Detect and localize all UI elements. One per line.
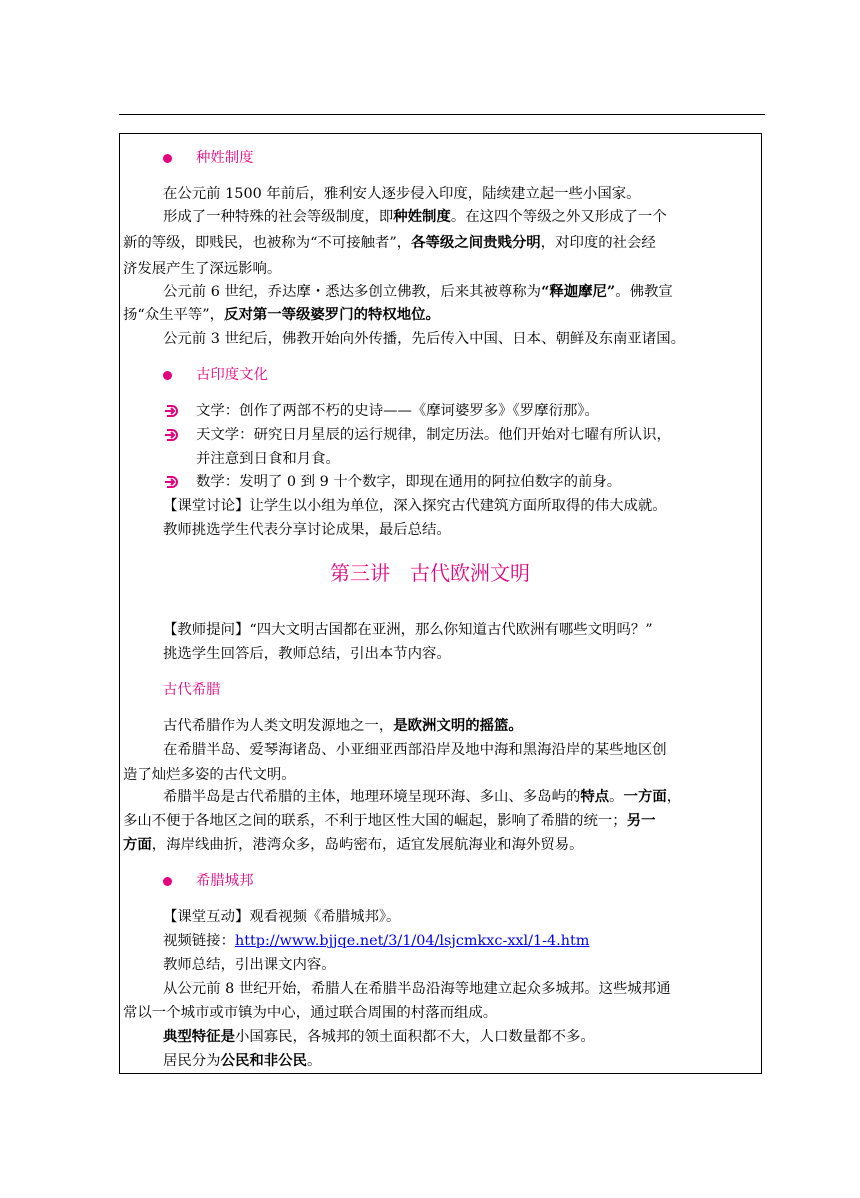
section-title-caste: 种姓制度 (196, 150, 254, 166)
section-title-culture: 古印度文化 (196, 367, 268, 383)
paragraph: 挑选学生回答后，教师总结，引出本节内容。 (163, 646, 451, 662)
section-title-citystate: 希腊城邦 (196, 873, 254, 889)
paragraph: 在公元前 1500 年前后，雅利安人逐步侵入印度，陆续建立起一些小国家。 (163, 186, 641, 202)
paragraph: 教师挑选学生代表分享讨论成果，最后总结。 (163, 522, 451, 538)
paragraph: 常以一个城市或市镇为中心，通过联合周围的村落而组成。 (123, 1005, 498, 1021)
arrow-bullet-icon (162, 403, 178, 419)
arrow-bullet-icon (162, 474, 178, 490)
paragraph: 公元前 3 世纪后，佛教开始向外传播，先后传入中国、日本、朝鲜及东南亚诸国。 (163, 331, 685, 347)
video-link-line: 视频链接：http://www.bjjqe.net/3/1/04/lsjcmkxc-xxl/1-4.htm (163, 933, 590, 949)
paragraph: 造了灿烂多姿的古代文明。 (123, 767, 296, 783)
paragraph: 教师总结，引出课文内容。 (163, 957, 336, 973)
paragraph: 【课堂互动】观看视频《希腊城邦》。 (163, 909, 401, 925)
paragraph: 新的等级，即贱民，也被称为“不可接触者”，各等级之间贵贱分明，对印度的社会经 (123, 234, 656, 251)
list-item: 数学：发明了 0 到 9 十个数字，即现在通用的阿拉伯数字的前身。 (196, 474, 622, 490)
paragraph: 【教师提问】“四大文明古国都在亚洲，那么你知道古代欧洲有哪些文明吗？” (163, 622, 653, 638)
paragraph: 【课堂讨论】让学生以小组为单位，深入探究古代建筑方面所取得的伟大成就。 (163, 498, 667, 514)
bullet-dot-icon (163, 877, 172, 886)
paragraph: 从公元前 8 世纪开始，希腊人在希腊半岛沿海等地建立起众多城邦。这些城邦通 (163, 981, 671, 997)
arrow-bullet-icon (162, 427, 178, 443)
paragraph: 形成了一种特殊的社会等级制度，即种姓制度。在这四个等级之外又形成了一个 (163, 208, 667, 225)
paragraph: 济发展产生了深远影响。 (123, 261, 282, 277)
header-rule (119, 114, 765, 115)
bullet-dot-icon (163, 371, 172, 380)
list-item: 并注意到日食和月食。 (196, 451, 340, 467)
paragraph: 在希腊半岛、爱琴海诸岛、小亚细亚西部沿岸及地中海和黑海沿岸的某些地区创 (163, 742, 667, 758)
lecture-title: 第三讲 古代欧洲文明 (330, 561, 530, 585)
paragraph: 古代希腊作为人类文明发源地之一，是欧洲文明的摇篮。 (163, 717, 523, 734)
paragraph: 扬“众生平等”，反对第一等级婆罗门的特权地位。 (123, 306, 440, 323)
paragraph: 方面，海岸线曲折，港湾众多，岛屿密布，适宜发展航海业和海外贸易。 (123, 836, 584, 853)
paragraph: 公元前 6 世纪，乔达摩・悉达多创立佛教，后来其被尊称为“释迦摩尼”。佛教宣 (163, 283, 673, 300)
paragraph: 典型特征是小国寡民，各城邦的领土面积都不大，人口数量都不多。 (163, 1028, 595, 1045)
paragraph: 多山不便于各地区之间的联系，不利于地区性大国的崛起，影响了希腊的统一；另一 (123, 812, 656, 829)
list-item: 天文学：研究日月星辰的运行规律，制定历法。他们开始对七曜有所认识， (196, 427, 671, 443)
paragraph: 居民分为公民和非公民。 (163, 1052, 322, 1069)
bullet-dot-icon (163, 154, 172, 163)
subsection-title-greece: 古代希腊 (163, 682, 221, 698)
paragraph: 希腊半岛是古代希腊的主体，地理环境呈现环海、多山、多岛屿的特点。一方面， (163, 788, 682, 805)
list-item: 文学：创作了两部不朽的史诗——《摩诃婆罗多》《罗摩衍那》。 (196, 403, 599, 419)
video-link[interactable]: http://www.bjjqe.net/3/1/04/lsjcmkxc-xxl/1-4.htm (234, 933, 590, 949)
